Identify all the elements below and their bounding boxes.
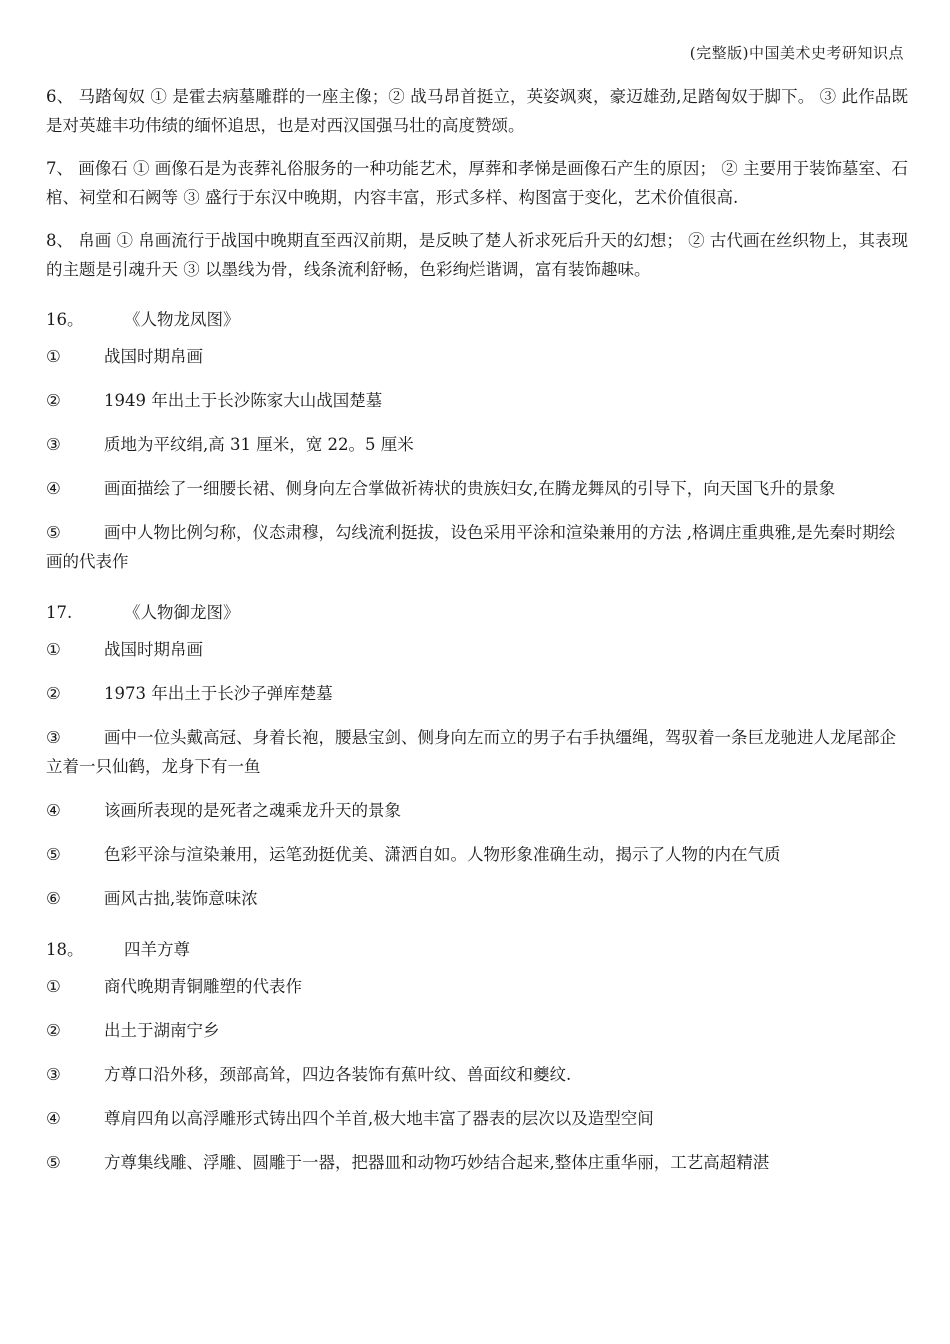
item-text: 出土于湖南宁乡 (104, 1021, 220, 1040)
list-item (46, 1016, 908, 1045)
item-marker: ① (46, 977, 61, 996)
item-marker: ① (46, 347, 61, 366)
list-item (46, 884, 908, 913)
document-body (46, 82, 908, 1192)
list-item (46, 972, 908, 1001)
item-marker: ③ (46, 435, 61, 454)
item-text: 战国时期帛画 (104, 347, 203, 366)
list-item (46, 679, 908, 708)
item-text: 画中人物比例匀称，仪态肃穆，勾线流利挺拔，设色采用平涂和渲染兼用的方法 ,格调庄重典雅,是先秦时期绘画的代表作 (46, 523, 896, 571)
section-number: 16。 (46, 310, 84, 329)
item-text: 色彩平涂与渲染兼用，运笔劲挺优美、潇洒自如。人物形象准确生动，揭示了人物的内在气质 (104, 845, 781, 864)
list-item (46, 840, 908, 869)
list-item (46, 430, 908, 459)
list-item (46, 1060, 908, 1089)
list-item (46, 723, 908, 781)
item-marker: ⑤ (46, 845, 61, 864)
item-marker: ⑤ (46, 1153, 61, 1172)
item-text: 方尊集线雕、浮雕、圆雕于一器，把器皿和动物巧妙结合起来,整体庄重华丽，工艺高超精湛 (104, 1153, 770, 1172)
item-marker: ③ (46, 1065, 61, 1084)
item-marker: ④ (46, 1109, 61, 1128)
list-item (46, 635, 908, 664)
item-text: 画中一位头戴高冠、身着长袍，腰悬宝剑、侧身向左而立的男子右手执缰绳，驾驭着一条巨龙驰进人龙尾部企立着一只仙鹤，龙身下有一鱼 (46, 728, 896, 776)
list-item (46, 518, 908, 576)
item-marker: ⑥ (46, 889, 61, 908)
item-text: 商代晚期青铜雕塑的代表作 (104, 977, 302, 996)
item-marker: ② (46, 684, 61, 703)
section-number: 17. (46, 603, 73, 622)
paragraph-6: 6、 马踏匈奴 ① 是霍去病墓雕群的一座主像；② 战马昂首挺立，英姿飒爽，豪迈雄劲,足踏匈奴于脚下。 ③ 此作品既是对英雄丰功伟绩的缅怀追思，也是对西汉国强马壮的高度赞颂。 (46, 87, 908, 135)
item-text: 方尊口沿外移，颈部高耸，四边各装饰有蕉叶纹、兽面纹和夔纹. (104, 1065, 572, 1084)
list-item (46, 796, 908, 825)
item-text: 1973 年出土于长沙子弹库楚墓 (104, 684, 333, 703)
list-item (46, 1148, 908, 1177)
list-item (46, 1104, 908, 1133)
item-text: 该画所表现的是死者之魂乘龙升天的景象 (104, 801, 401, 820)
item-text: 1949 年出土于长沙陈家大山战国楚墓 (104, 391, 383, 410)
section-18-heading (46, 928, 908, 972)
item-marker: ① (46, 640, 61, 659)
item-text: 画面描绘了一细腰长裙、侧身向左合掌做祈祷状的贵族妇女,在腾龙舞凤的引导下，向天国飞升的景象 (104, 479, 836, 498)
item-marker: ④ (46, 479, 61, 498)
item-marker: ⑤ (46, 523, 61, 542)
list-item (46, 474, 908, 503)
section-16-heading (46, 298, 908, 342)
item-marker: ④ (46, 801, 61, 820)
page-header: (完整版)中国美术史考研知识点 (689, 44, 904, 62)
item-text: 画风古拙,装饰意味浓 (104, 889, 258, 908)
paragraph-8: 8、 帛画 ① 帛画流行于战国中晚期直至西汉前期，是反映了楚人祈求死后升天的幻想； ② 古代画在丝织物上，其表现的主题是引魂升天 ③ 以墨线为骨，线条流利舒畅，色彩绚烂谐调，富有装饰趣味。 (46, 231, 908, 279)
section-17-heading (46, 591, 908, 635)
paragraph-7: 7、 画像石 ① 画像石是为丧葬礼俗服务的一种功能艺术，厚葬和孝悌是画像石产生的原因； ② 主要用于装饰墓室、石棺、祠堂和石阙等 ③ 盛行于东汉中晚期，内容丰富，形式多样、构图富于变化，艺术价值很高. (46, 159, 908, 207)
list-item (46, 342, 908, 371)
item-text: 尊肩四角以高浮雕形式铸出四个羊首,极大地丰富了器表的层次以及造型空间 (104, 1109, 654, 1128)
section-title: 四羊方尊 (124, 940, 190, 959)
list-item (46, 386, 908, 415)
item-text: 质地为平纹绢,高 31 厘米，宽 22。5 厘米 (104, 435, 414, 454)
item-text: 战国时期帛画 (104, 640, 203, 659)
section-title: 《人物龙凤图》 (124, 310, 240, 329)
item-marker: ② (46, 1021, 61, 1040)
item-marker: ② (46, 391, 61, 410)
item-marker: ③ (46, 728, 61, 747)
section-number: 18。 (46, 940, 84, 959)
section-title: 《人物御龙图》 (124, 603, 240, 622)
